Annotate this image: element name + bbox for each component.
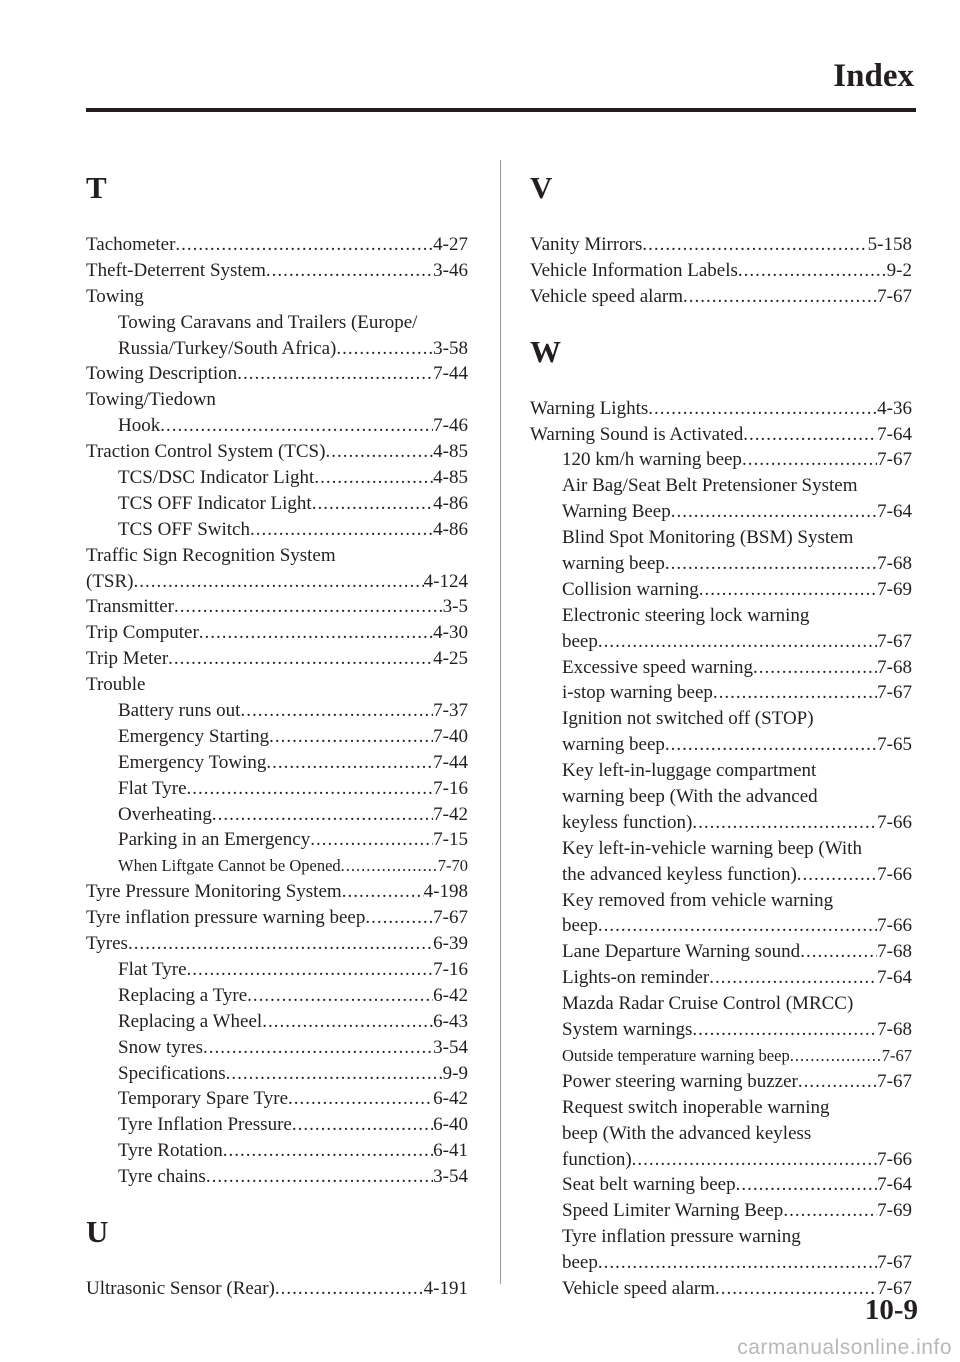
entry-text: Hook — [118, 415, 161, 437]
letter-gap — [530, 370, 912, 396]
entry-text: function) — [562, 1148, 632, 1170]
page-reference: 4-86 — [433, 518, 468, 540]
page-reference: 6-40 — [433, 1114, 468, 1136]
entry-text: Traction Control System (TCS) — [86, 441, 326, 463]
dot-leader — [288, 1086, 433, 1112]
dot-leader — [223, 1138, 433, 1164]
entry-text: TCS/DSC Indicator Light — [118, 467, 315, 489]
index-subentry — [86, 517, 468, 543]
page-reference: 6-43 — [433, 1010, 468, 1032]
entry-text: Tyre Pressure Monitoring System — [86, 881, 342, 903]
index-subentry — [530, 1121, 912, 1147]
entry-text: Tyre Rotation — [118, 1140, 223, 1162]
dot-leader — [128, 931, 433, 957]
index-subentry — [530, 706, 912, 732]
entry-text: Emergency Starting — [118, 725, 270, 747]
index-subentry — [86, 1138, 468, 1164]
index-subentry — [86, 724, 468, 750]
index-subentry — [530, 525, 912, 551]
dot-leader — [692, 1017, 877, 1043]
page-reference: 6-42 — [433, 984, 468, 1006]
index-entry — [86, 646, 468, 672]
entry-text: warning beep — [562, 553, 665, 575]
entry-text: Lights-on reminder — [562, 967, 710, 989]
page-reference: 7-15 — [433, 829, 468, 851]
dot-leader — [798, 1069, 877, 1095]
page-reference: 3-5 — [442, 596, 468, 618]
dot-leader — [134, 569, 424, 595]
index-subentry — [530, 551, 912, 577]
index-entry — [530, 396, 912, 422]
index-subentry — [530, 1276, 912, 1302]
dot-leader — [269, 724, 433, 750]
entry-text: (TSR) — [86, 570, 134, 592]
entry-text: Traffic Sign Recognition System — [86, 544, 336, 566]
entry-text: Replacing a Tyre — [118, 984, 248, 1006]
entry-text: Lane Departure Warning sound — [562, 941, 801, 963]
page-reference: 3-54 — [433, 1036, 468, 1058]
dot-leader — [598, 1250, 877, 1276]
dot-leader — [598, 913, 877, 939]
index-entry — [86, 931, 468, 957]
page-reference: 7-44 — [433, 363, 468, 385]
index-subentry — [86, 1164, 468, 1190]
page-reference: 4-30 — [433, 622, 468, 644]
index-subentry — [86, 957, 468, 983]
dot-leader — [715, 1276, 877, 1302]
entry-text: Parking in an Emergency — [118, 829, 311, 851]
page-reference: 7-67 — [877, 1070, 912, 1092]
page-reference: 7-16 — [433, 958, 468, 980]
dot-leader — [206, 1164, 433, 1190]
entry-text: Tyre inflation pressure warning — [562, 1226, 801, 1248]
index-subentry — [530, 862, 912, 888]
entry-text: Key left-in-vehicle warning beep (With — [562, 837, 862, 859]
entry-text: Collision warning — [562, 578, 699, 600]
entry-text: Excessive speed warning — [562, 656, 753, 678]
index-subentry — [530, 680, 912, 706]
index-subentry — [86, 1112, 468, 1138]
index-column-left — [86, 170, 468, 1302]
index-entry — [86, 232, 468, 258]
entry-text: Mazda Radar Cruise Control (MRCC) — [562, 993, 854, 1015]
page-reference: 7-66 — [877, 1148, 912, 1170]
index-subentry — [530, 1147, 912, 1173]
dot-leader — [262, 1009, 433, 1035]
entry-text: Flat Tyre — [118, 958, 187, 980]
page-title: Index — [833, 58, 914, 94]
page-reference: 7-68 — [877, 1019, 912, 1041]
dot-leader — [310, 827, 433, 853]
page-reference: 7-67 — [877, 449, 912, 471]
index-subentry — [530, 758, 912, 784]
index-subentry — [530, 939, 912, 965]
page-reference: 4-25 — [433, 648, 468, 670]
page-header — [86, 58, 914, 110]
index-entry — [86, 361, 468, 387]
dot-leader — [699, 577, 877, 603]
dot-leader — [632, 1147, 878, 1173]
entry-text: Power steering warning buzzer — [562, 1070, 798, 1092]
entry-text: Snow tyres — [118, 1036, 203, 1058]
entry-text: keyless function) — [562, 811, 693, 833]
index-entry — [86, 905, 468, 931]
entry-text: Towing/Tiedown — [86, 389, 216, 411]
page-reference: 7-67 — [877, 1252, 912, 1274]
dot-leader — [226, 1061, 443, 1087]
dot-leader — [742, 447, 877, 473]
entry-text: Ignition not switched off (STOP) — [562, 708, 814, 730]
dot-leader — [642, 232, 867, 258]
page-reference: 5-158 — [867, 234, 912, 255]
dot-leader — [800, 939, 877, 965]
dot-leader — [174, 594, 443, 620]
entry-text: Temporary Spare Tyre — [118, 1088, 289, 1110]
index-subentry — [530, 1095, 912, 1121]
dot-leader — [240, 698, 433, 724]
entry-text: Towing — [86, 285, 144, 307]
dot-leader — [665, 551, 877, 577]
entry-text: Vehicle speed alarm — [530, 285, 683, 307]
header-rule — [86, 108, 916, 112]
entry-text: Flat Tyre — [118, 777, 187, 799]
dot-leader — [266, 258, 433, 284]
page-reference: 9-9 — [442, 1062, 468, 1084]
entry-text: Tyre Inflation Pressure — [118, 1114, 292, 1136]
page-reference: 7-66 — [877, 863, 912, 885]
index-subentry — [86, 853, 468, 879]
entry-text: i-stop warning beep — [562, 682, 713, 704]
dot-leader — [336, 336, 433, 362]
entry-text: Warning Beep — [562, 501, 671, 523]
page-reference: 7-67 — [877, 682, 912, 704]
index-subentry — [86, 698, 468, 724]
page-reference: 7-64 — [877, 501, 912, 523]
index-subentry — [86, 1086, 468, 1112]
dot-leader — [713, 680, 877, 706]
entry-text: warning beep (With the advanced — [562, 786, 818, 808]
entry-text: TCS OFF Indicator Light — [118, 492, 312, 514]
dot-leader — [187, 957, 434, 983]
index-subentry — [86, 827, 468, 853]
entry-text: Specifications — [118, 1062, 226, 1084]
dot-leader — [709, 965, 877, 991]
page-reference: 4-191 — [423, 1277, 468, 1299]
letter-gap — [86, 206, 468, 232]
dot-leader — [325, 439, 433, 465]
entry-text: Speed Limiter Warning Beep — [562, 1200, 784, 1222]
index-subentry — [530, 888, 912, 914]
entry-text: Request switch inoperable warning — [562, 1096, 830, 1118]
page-reference: 7-42 — [433, 803, 468, 825]
entry-text: System warnings — [562, 1019, 693, 1041]
dot-leader — [341, 853, 438, 879]
dot-leader — [292, 1112, 433, 1138]
page-reference: 3-58 — [433, 337, 468, 359]
index-subentry — [86, 310, 468, 336]
dot-leader — [753, 655, 877, 681]
entry-text: Russia/Turkey/South Africa) — [118, 337, 337, 359]
index-subentry — [530, 629, 912, 655]
index-subentry — [530, 1069, 912, 1095]
index-subentry — [530, 965, 912, 991]
entry-text: beep — [562, 630, 598, 652]
index-entry — [86, 1276, 468, 1302]
page-reference: 7-68 — [877, 656, 912, 678]
page-reference: 4-85 — [433, 441, 468, 463]
entry-text: Air Bag/Seat Belt Pretensioner System — [562, 475, 858, 497]
index-entry — [86, 569, 468, 595]
page-reference: 7-70 — [437, 856, 468, 876]
entry-text: Battery runs out — [118, 700, 241, 722]
dot-leader — [365, 905, 433, 931]
page-reference: 7-64 — [877, 423, 912, 445]
page-reference: 7-65 — [877, 734, 912, 756]
dot-leader — [212, 802, 433, 828]
entry-text: Transmitter — [86, 596, 174, 618]
index-entry — [86, 620, 468, 646]
entry-text: Electronic steering lock warning — [562, 604, 810, 626]
dot-leader — [736, 1172, 878, 1198]
page-reference: 6-39 — [433, 933, 468, 955]
entry-text: beep — [562, 915, 598, 937]
index-subentry — [530, 1250, 912, 1276]
entry-text: the advanced keyless function) — [562, 863, 797, 885]
page-reference: 7-67 — [881, 1045, 912, 1065]
page-reference: 7-68 — [877, 941, 912, 963]
dot-leader — [598, 629, 877, 655]
index-subentry — [86, 413, 468, 439]
entry-text: Tachometer — [86, 234, 176, 255]
entry-text: Emergency Towing — [118, 751, 267, 773]
page-number: 10-9 — [864, 1294, 918, 1326]
entry-text: Vehicle speed alarm — [562, 1277, 715, 1299]
dot-leader — [187, 776, 434, 802]
entry-text: Trip Meter — [86, 648, 169, 670]
entry-text: Tyre chains — [118, 1166, 206, 1188]
section-letter: V — [530, 170, 553, 205]
entry-text: Towing Caravans and Trailers (Europe/ — [118, 311, 418, 333]
index-subentry — [530, 836, 912, 862]
dot-leader — [797, 862, 877, 888]
entry-text: warning beep — [562, 734, 665, 756]
page-reference: 7-16 — [433, 777, 468, 799]
entry-text: Tyre inflation pressure warning beep — [86, 907, 366, 929]
dot-leader — [237, 361, 433, 387]
page-reference: 7-69 — [877, 1200, 912, 1222]
page-reference: 4-124 — [423, 570, 468, 592]
entry-text: Warning Lights — [530, 397, 649, 419]
page-reference: 4-27 — [433, 234, 468, 255]
index-subentry — [530, 913, 912, 939]
entry-text: Warning Sound is Activated — [530, 423, 744, 445]
dot-leader — [790, 1043, 882, 1069]
index-subentry — [530, 810, 912, 836]
index-subentry — [530, 1172, 912, 1198]
page-reference: 7-46 — [433, 415, 468, 437]
page-reference: 9-2 — [886, 259, 912, 281]
page-reference: 4-86 — [433, 492, 468, 514]
section-letter: T — [86, 170, 107, 205]
dot-leader — [203, 1035, 433, 1061]
page-reference: 7-67 — [877, 1277, 912, 1299]
entry-text: Outside temperature warning beep — [562, 1045, 790, 1065]
page-reference: 4-36 — [877, 397, 912, 419]
page-reference: 7-37 — [433, 700, 468, 722]
page-reference: 7-68 — [877, 553, 912, 575]
letter-gap — [530, 206, 912, 232]
entry-text: beep (With the advanced keyless — [562, 1122, 812, 1144]
entry-text: Seat belt warning beep — [562, 1174, 736, 1196]
index-subentry — [530, 784, 912, 810]
page-reference: 7-66 — [877, 811, 912, 833]
index-column-right — [530, 170, 912, 1302]
section-gap — [530, 310, 912, 334]
index-entry — [86, 439, 468, 465]
page-reference: 7-64 — [877, 967, 912, 989]
index-entry — [86, 672, 468, 698]
dot-leader — [168, 646, 433, 672]
page-reference: 7-66 — [877, 915, 912, 937]
index-subentry — [86, 750, 468, 776]
dot-leader — [275, 1276, 424, 1302]
entry-text: Overheating — [118, 803, 212, 825]
page-reference: 7-67 — [433, 907, 468, 929]
dot-leader — [266, 750, 433, 776]
index-subentry — [86, 491, 468, 517]
index-entry — [86, 284, 468, 310]
dot-leader — [160, 413, 433, 439]
page-reference: 7-40 — [433, 725, 468, 747]
dot-leader — [199, 620, 433, 646]
index-subentry — [530, 1043, 912, 1069]
entry-text: Ultrasonic Sensor (Rear) — [86, 1277, 275, 1299]
dot-leader — [683, 284, 877, 310]
page-reference: 7-67 — [877, 285, 912, 307]
entry-text: TCS OFF Switch — [118, 518, 250, 540]
page-reference: 7-64 — [877, 1174, 912, 1196]
page-reference: 6-41 — [433, 1140, 468, 1162]
dot-leader — [671, 499, 877, 525]
entry-text: Replacing a Wheel — [118, 1010, 263, 1032]
entry-text: Towing Description — [86, 363, 238, 385]
index-subentry — [86, 802, 468, 828]
entry-text: Theft-Deterrent System — [86, 259, 266, 281]
dot-leader — [312, 491, 433, 517]
index-entry — [86, 543, 468, 569]
dot-leader — [743, 422, 877, 448]
section-letter: W — [530, 333, 561, 369]
entry-text: Key removed from vehicle warning — [562, 889, 834, 911]
index-subentry — [86, 1061, 468, 1087]
index-subentry — [530, 655, 912, 681]
index-subentry — [530, 577, 912, 603]
page-reference: 3-46 — [433, 259, 468, 281]
index-entry — [86, 879, 468, 905]
page-reference: 4-85 — [433, 467, 468, 489]
entry-text: Vanity Mirrors — [530, 234, 643, 255]
entry-text: beep — [562, 1252, 598, 1274]
entry-text: Blind Spot Monitoring (BSM) System — [562, 527, 854, 549]
page-reference: 7-44 — [433, 751, 468, 773]
entry-text: Vehicle Information Labels — [530, 259, 738, 281]
index-subentry — [530, 499, 912, 525]
index-subentry — [86, 465, 468, 491]
index-subentry — [530, 447, 912, 473]
dot-leader — [175, 232, 433, 258]
entry-text: Trip Computer — [86, 622, 199, 644]
dot-leader — [665, 732, 877, 758]
index-entry — [86, 387, 468, 413]
index-entry — [530, 422, 912, 448]
index-subentry — [530, 732, 912, 758]
index-subentry — [530, 1224, 912, 1250]
section-letter: U — [86, 1213, 109, 1249]
dot-leader — [692, 810, 877, 836]
index-subentry — [530, 991, 912, 1017]
index-subentry — [86, 776, 468, 802]
index-entry — [530, 258, 912, 284]
dot-leader — [738, 258, 887, 284]
letter-gap — [86, 1250, 468, 1276]
index-subentry — [530, 603, 912, 629]
section-gap — [86, 1190, 468, 1214]
column-divider — [500, 160, 501, 1284]
index-subentry — [86, 983, 468, 1009]
entry-text: 120 km/h warning beep — [562, 449, 742, 471]
dot-leader — [342, 879, 424, 905]
entry-text: When Liftgate Cannot be Opened — [118, 856, 341, 876]
page-reference: 7-69 — [877, 578, 912, 600]
index-subentry — [530, 473, 912, 499]
dot-leader — [247, 983, 433, 1009]
page-reference: 4-198 — [423, 881, 468, 903]
watermark: carmanualsonline.info — [737, 1336, 952, 1359]
entry-text: Tyres — [86, 933, 128, 955]
index-entry — [530, 232, 912, 258]
index-subentry — [530, 1198, 912, 1224]
dot-leader — [783, 1198, 877, 1224]
entry-text: Key left-in-luggage compartment — [562, 760, 817, 782]
page-reference: 3-54 — [433, 1166, 468, 1188]
page-reference: 6-42 — [433, 1088, 468, 1110]
index-entry — [86, 258, 468, 284]
index-entry — [86, 594, 468, 620]
index-entry — [530, 284, 912, 310]
dot-leader — [648, 396, 877, 422]
index-subentry — [86, 1009, 468, 1035]
index-subentry — [86, 1035, 468, 1061]
page-reference: 7-67 — [877, 630, 912, 652]
index-subentry — [530, 1017, 912, 1043]
entry-text: Trouble — [86, 674, 146, 696]
index-subentry — [86, 336, 468, 362]
dot-leader — [250, 517, 433, 543]
dot-leader — [314, 465, 433, 491]
